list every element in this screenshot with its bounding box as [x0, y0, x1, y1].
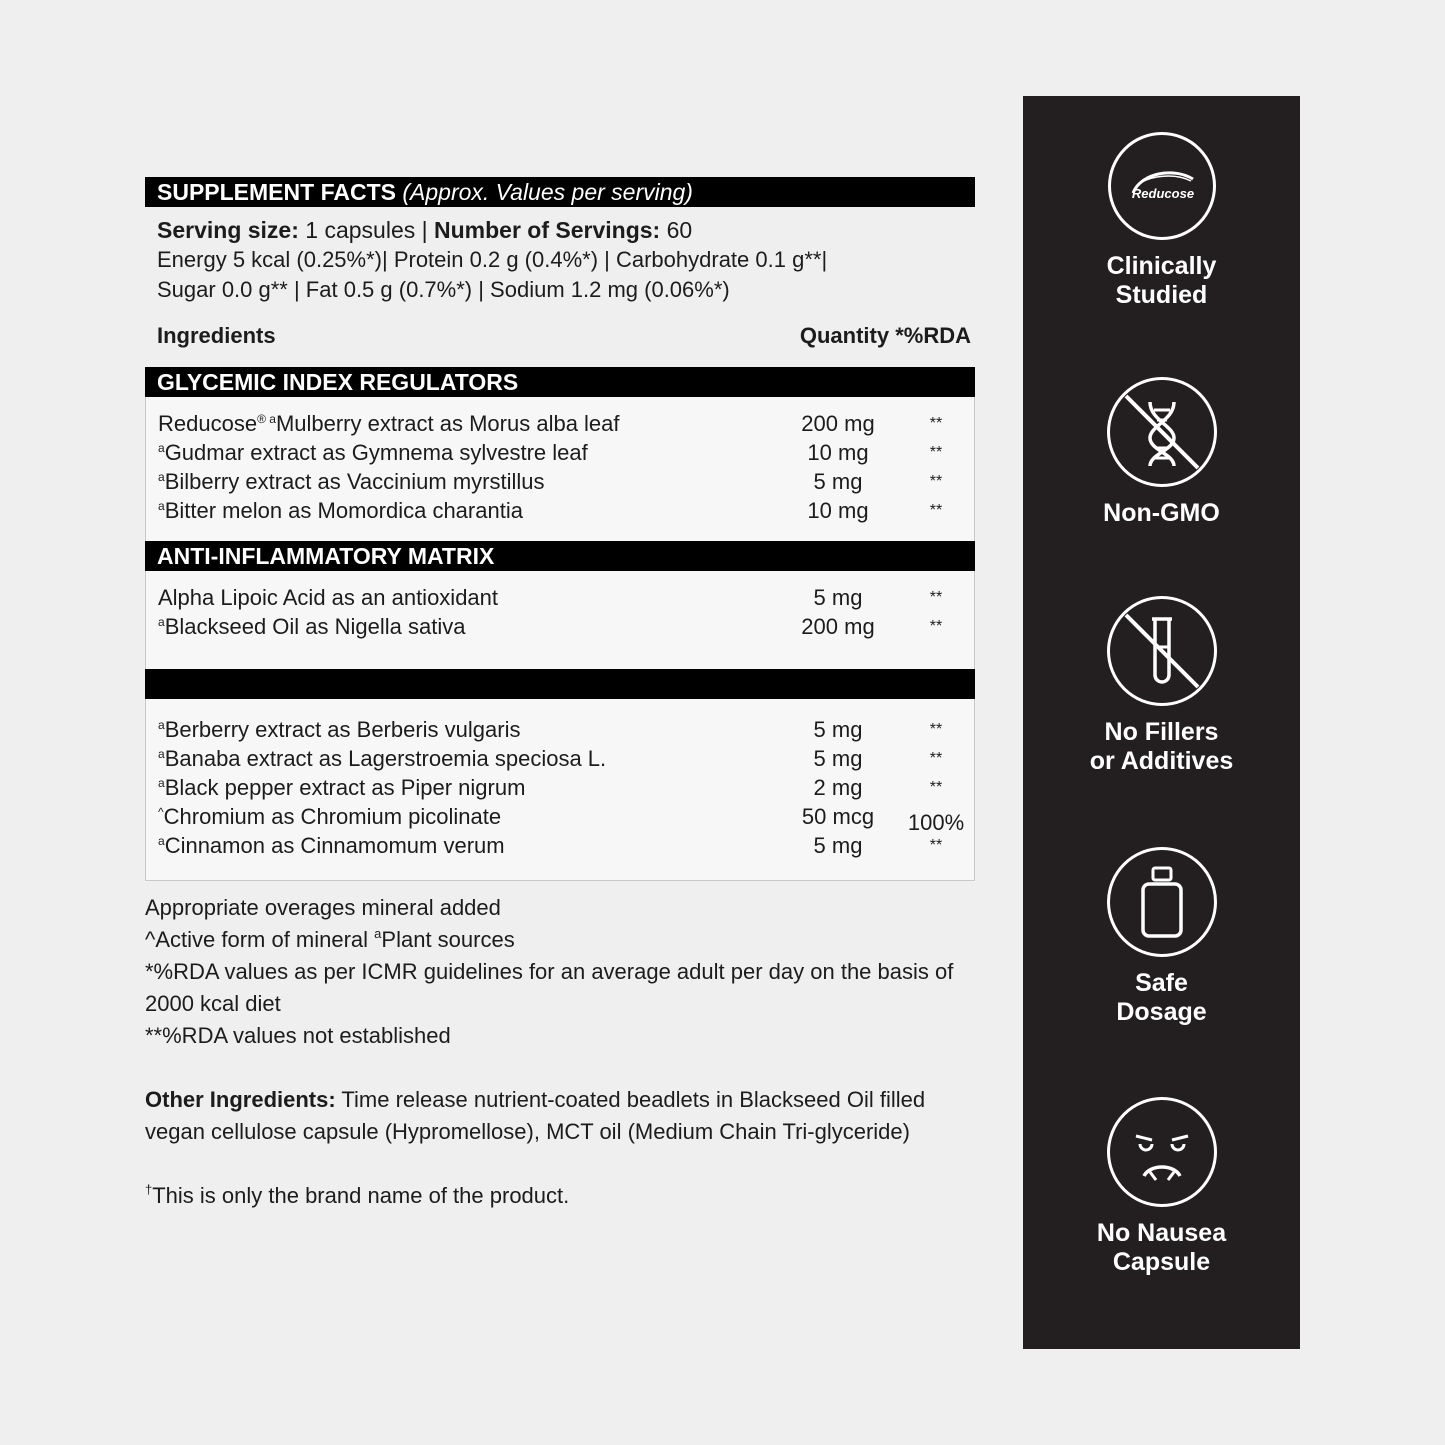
other-ingredients-label: Other Ingredients:	[145, 1087, 336, 1112]
ingredient-name: $^a$Blackseed Oil as Nigella sativa	[158, 614, 466, 639]
section-body-anti-inflammatory	[145, 571, 975, 669]
rda-not-established-note: **%RDA values not established	[145, 1023, 451, 1048]
ingredient-rda: **	[929, 589, 943, 606]
rda-note: *%RDA values as per ICMR guidelines for an average adult per day on the basis of 2000 kcal diet	[145, 959, 954, 1016]
serving-size-value: 1 capsules	[305, 217, 416, 243]
ingredient-amount: 2 mg	[813, 775, 863, 800]
nutrition-line-1: Energy 5 kcal (0.25%*)| Protein 0.2 g (0.4%*) | Carbohydrate 0.1 g**|	[157, 247, 828, 272]
bottle-icon	[1107, 847, 1217, 957]
no-test-tube-icon	[1107, 596, 1217, 706]
section-header-anti-inflammatory: ANTI-INFLAMMATORY MATRIX	[145, 541, 975, 571]
ingredient-row	[146, 467, 974, 496]
ingredient-row	[146, 409, 974, 438]
ingredient-amount: 10 mg	[807, 498, 869, 523]
svg-text:Reducose: Reducose	[1131, 186, 1194, 201]
badge-safe-dosage	[1023, 847, 1300, 1027]
ingredient-amount: 200 mg	[801, 411, 875, 436]
facts-header-bar	[145, 177, 975, 207]
other-ingredients	[145, 1084, 955, 1148]
badge-label: Clinically Studied	[1106, 252, 1217, 309]
ingredient-row	[146, 583, 974, 612]
ingredient-name: $^a$Cinnamon as Cinnamomum verum	[158, 833, 505, 858]
nauseous-face-icon	[1107, 1097, 1217, 1207]
column-headers	[145, 323, 975, 355]
ingredient-row	[146, 612, 974, 641]
ingredient-name: $^a$Bilberry extract as Vaccinium myrstillus	[158, 469, 545, 494]
ingredient-amount: 50 mcg	[801, 804, 875, 829]
ingredient-name: $^a$Banaba extract as Lagerstroemia speciosa L.	[158, 746, 607, 771]
ingredient-amount: 5 mg	[813, 746, 863, 771]
ingredient-row	[146, 831, 974, 860]
serving-separator: |	[421, 217, 428, 243]
ingredient-row	[146, 773, 974, 802]
quantity-rda-column-header: Quantity *%RDA	[799, 323, 971, 348]
section-header-glycemic: GLYCEMIC INDEX REGULATORS	[145, 367, 975, 397]
ingredient-amount: 5 mg	[813, 833, 863, 858]
facts-title: SUPPLEMENT FACTS	[157, 179, 396, 205]
ingredient-name: $^a$Bitter melon as Momordica charantia	[158, 498, 523, 523]
benefits-panel	[1023, 96, 1300, 1349]
supplement-facts-table	[145, 177, 975, 881]
badge-non-gmo	[1023, 377, 1300, 528]
ingredient-rda: **	[929, 473, 943, 490]
no-dna-icon	[1107, 377, 1217, 487]
reducose-logo-icon	[1108, 132, 1216, 240]
ingredient-rda: **	[929, 618, 943, 635]
ingredient-rda: **	[929, 502, 943, 519]
ingredient-name: ^Chromium as Chromium picolinate	[158, 804, 502, 829]
serving-info	[145, 207, 975, 245]
nutrition-line-2: Sugar 0.0 g** | Fat 0.5 g (0.7%*) | Sodium 1.2 mg (0.06%*)	[157, 277, 730, 302]
facts-subtitle: (Approx. Values per serving)	[402, 179, 693, 205]
ingredient-rda: **	[929, 721, 943, 738]
ingredient-amount: 10 mg	[807, 440, 869, 465]
section-body-other	[145, 699, 975, 881]
ingredient-rda: 100%	[907, 810, 965, 835]
section-header-blank	[145, 669, 975, 699]
ingredient-amount: 200 mg	[801, 614, 875, 639]
badge-clinically-studied	[1023, 132, 1300, 310]
ingredient-name: $^a$Berberry extract as Berberis vulgaris	[158, 717, 521, 742]
badge-label: Non-GMO	[1103, 499, 1220, 527]
ingredient-amount: 5 mg	[813, 585, 863, 610]
ingredient-row	[146, 496, 974, 525]
badge-label: Safe Dosage	[1116, 969, 1207, 1026]
ingredient-name: Alpha Lipoic Acid as an antioxidant	[158, 585, 499, 610]
serving-size-label: Serving size:	[157, 217, 299, 243]
ingredient-rda: **	[929, 415, 943, 432]
other-ingredients-text: Time release nutrient-coated beadlets in Blackseed Oil filled vegan cellulose capsule (Hypromellose), MCT oil (Medium Chain Tri-glyceride)	[145, 1087, 926, 1144]
ingredient-amount: 5 mg	[813, 717, 863, 742]
ingredient-row	[146, 744, 974, 773]
ingredient-name: Reducose$^{® a}$Mulberry extract as Morus alba leaf	[158, 411, 620, 436]
ingredient-row	[146, 438, 974, 467]
ingredient-name: $^a$Gudmar extract as Gymnema sylvestre leaf	[158, 440, 588, 465]
ingredient-rda: **	[929, 444, 943, 461]
ingredient-amount: 5 mg	[813, 469, 863, 494]
sources-note: ^Active form of mineral $^a$Plant sources	[145, 926, 515, 952]
badge-no-fillers	[1023, 596, 1300, 776]
servings-count-label: Number of Servings:	[434, 217, 661, 243]
overages-note: Appropriate overages mineral added	[145, 895, 501, 920]
badge-label: No Nausea Capsule	[1096, 1219, 1227, 1276]
ingredients-column-header: Ingredients	[157, 323, 276, 348]
ingredient-name: $^a$Black pepper extract as Piper nigrum	[158, 775, 526, 800]
footnotes	[145, 892, 955, 1212]
ingredient-rda: **	[929, 750, 943, 767]
ingredient-rda: **	[929, 779, 943, 796]
ingredient-rda: **	[929, 837, 943, 854]
section-body-glycemic	[145, 397, 975, 541]
badge-label: No Fillers or Additives	[1089, 718, 1234, 775]
brand-note: †This is only the brand name of the product.	[145, 1182, 570, 1208]
servings-count-value: 60	[666, 217, 693, 243]
ingredient-row	[146, 715, 974, 744]
ingredient-row	[146, 802, 974, 835]
badge-no-nausea	[1023, 1097, 1300, 1277]
